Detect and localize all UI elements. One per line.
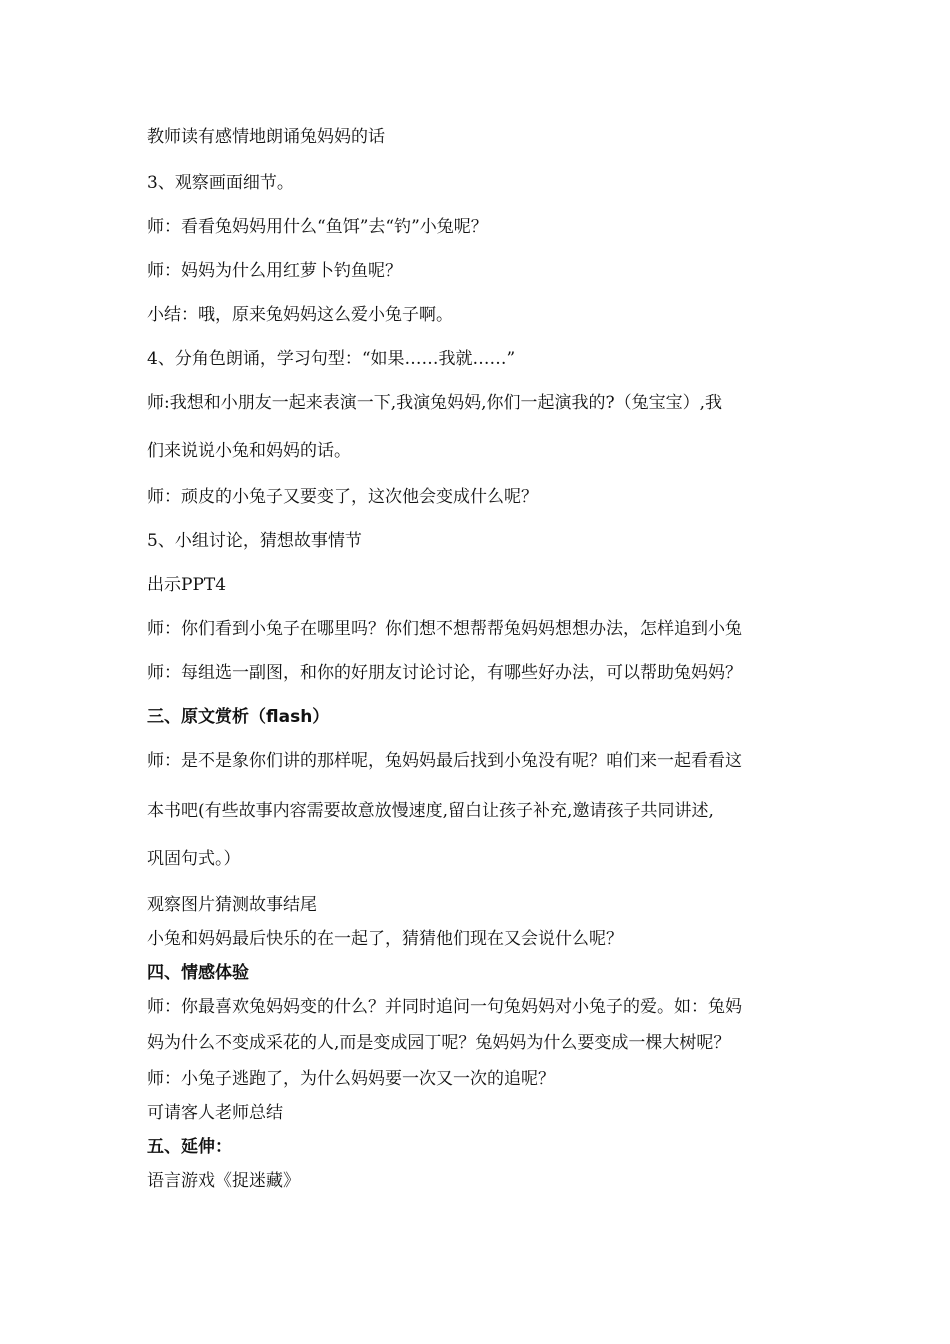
section-heading: 4、分角色朗诵，学习句型：“如果……我就……” bbox=[147, 349, 516, 369]
section-heading-bold: 五、延伸： bbox=[147, 1137, 232, 1157]
text-line: 观察图片猜测故事结尾 bbox=[147, 895, 317, 915]
text-line: 师：小兔子逃跑了，为什么妈妈要一次又一次的追呢？ bbox=[147, 1069, 555, 1089]
text-line: 师：妈妈为什么用红萝卜钓鱼呢？ bbox=[147, 261, 402, 281]
text-line: 小结：哦，原来兔妈妈这么爱小兔子啊。 bbox=[147, 305, 453, 325]
section-heading-bold: 三、原文赏析（flash） bbox=[147, 707, 330, 727]
text-line: 妈为什么不变成采花的人,而是变成园丁呢？兔妈妈为什么要变成一棵大树呢？ bbox=[147, 1033, 731, 1053]
text-line: 巩固句式。） bbox=[147, 849, 241, 869]
text-line: 语言游戏《捉迷藏》 bbox=[147, 1171, 300, 1191]
text-line: 师:我想和小朋友一起来表演一下,我演兔妈妈,你们一起演我的?（兔宝宝）,我 bbox=[147, 393, 723, 413]
text-line: 师：顽皮的小兔子又要变了，这次他会变成什么呢？ bbox=[147, 487, 538, 507]
text-line: 师：每组选一副图，和你的好朋友讨论讨论，有哪些好办法，可以帮助兔妈妈？ bbox=[147, 663, 742, 683]
text-line: 教师读有感情地朗诵兔妈妈的话 bbox=[147, 127, 385, 147]
section-heading: 3、观察画面细节。 bbox=[147, 173, 294, 193]
text-line: 师：你最喜欢兔妈妈变的什么？并同时追问一句兔妈妈对小兔子的爱。如：兔妈 bbox=[147, 997, 742, 1017]
text-line: 师：看看兔妈妈用什么“鱼饵”去“钓”小兔呢？ bbox=[147, 217, 488, 237]
text-line: 小兔和妈妈最后快乐的在一起了，猜猜他们现在又会说什么呢？ bbox=[147, 929, 623, 949]
text-line: 可请客人老师总结 bbox=[147, 1103, 283, 1123]
text-line: 师：你们看到小兔子在哪里吗？你们想不想帮帮兔妈妈想想办法，怎样追到小兔 bbox=[147, 619, 742, 639]
section-heading-bold: 四、情感体验 bbox=[147, 963, 249, 983]
text-line: 们来说说小兔和妈妈的话。 bbox=[147, 441, 351, 461]
text-line: 师：是不是象你们讲的那样呢，兔妈妈最后找到小兔没有呢？咱们来一起看看这 bbox=[147, 751, 742, 771]
text-line: 出示PPT4 bbox=[147, 575, 227, 595]
section-heading: 5、小组讨论，猜想故事情节 bbox=[147, 531, 362, 551]
text-line: 本书吧(有些故事内容需要故意放慢速度,留白让孩子补充,邀请孩子共同讲述, bbox=[147, 801, 714, 821]
